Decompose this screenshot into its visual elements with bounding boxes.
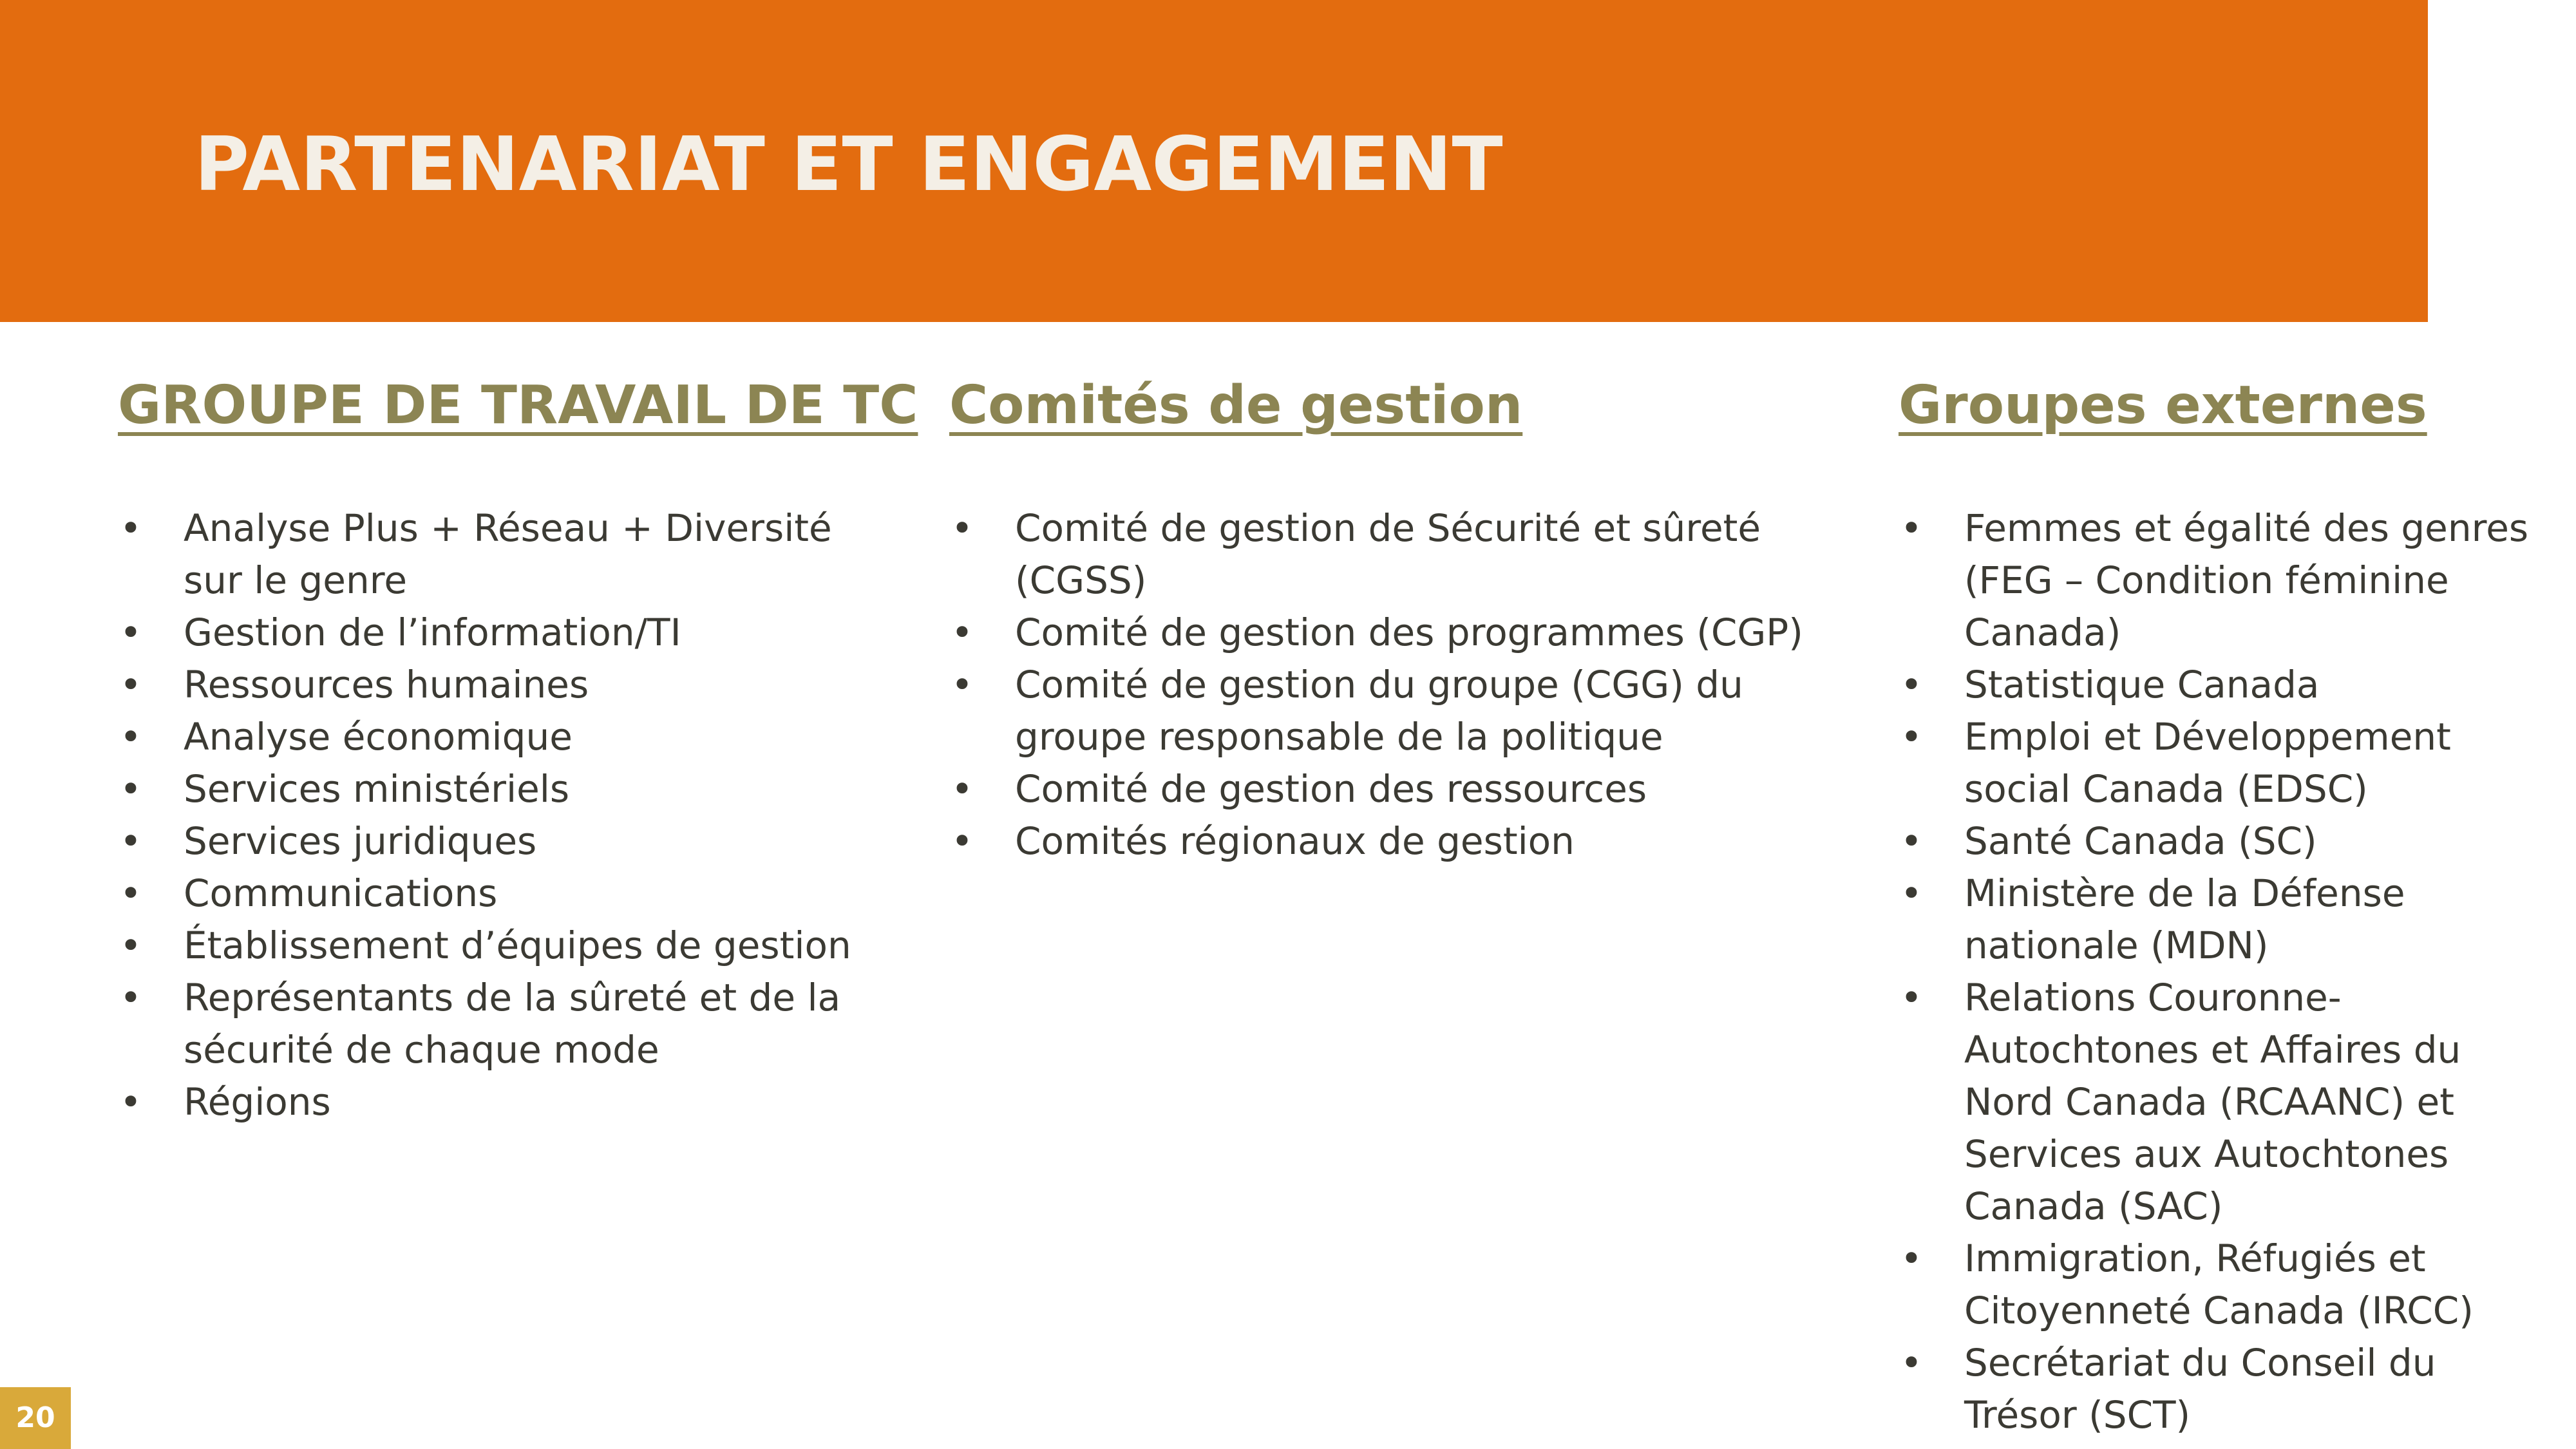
list-item-text: Immigration, Réfugiés et Citoyenneté Canada (IRCC) [1964, 1236, 2474, 1332]
list-item [118, 920, 891, 972]
list-item-text: Secrétariat du Conseil du Trésor (SCT) [1964, 1341, 2436, 1437]
column-heading: Comités de gestion [949, 375, 1523, 436]
column-tc-working-group [118, 367, 918, 1124]
bullet-icon: • [119, 715, 142, 759]
list-item [1899, 1337, 2555, 1441]
title-banner [0, 0, 2428, 322]
list-item [1899, 711, 2555, 815]
list-item [1899, 972, 2555, 1233]
bullet-icon: • [951, 767, 974, 811]
list-item-text: Comités régionaux de gestion [1015, 819, 1575, 863]
bullet-icon: • [119, 976, 142, 1019]
bullet-icon: • [1900, 663, 1923, 706]
list-item [118, 502, 891, 607]
column-heading: Groupes externes [1899, 375, 2427, 436]
bullet-icon: • [1900, 1236, 1923, 1280]
bullet-icon: • [119, 923, 142, 967]
list-item [118, 972, 891, 1076]
list-item-text: Femmes et égalité des genres (FEG – Condition féminine Canada) [1964, 506, 2529, 654]
list-item [118, 763, 891, 815]
bullet-icon: • [119, 663, 142, 706]
list-item [949, 763, 1851, 815]
bullet-icon: • [1900, 1341, 1923, 1385]
list-item [118, 711, 891, 763]
list-item [118, 607, 891, 659]
bullet-icon: • [951, 819, 974, 863]
slide-title: PARTENARIAT ET ENGAGEMENT [194, 121, 1503, 208]
list-item-text: Régions [184, 1080, 331, 1124]
list-item-text: Comité de gestion des programmes (CGP) [1015, 611, 1803, 654]
bullet-icon: • [951, 506, 974, 550]
list-item [118, 867, 891, 920]
list-item-text: Santé Canada (SC) [1964, 819, 2317, 863]
list-item [949, 607, 1851, 659]
list-item-text: Statistique Canada [1964, 663, 2320, 706]
list-item-text: Services juridiques [184, 819, 537, 863]
list-item [118, 1076, 891, 1128]
list-item [949, 659, 1851, 763]
list-item-text: Communications [184, 871, 498, 915]
bullet-icon: • [1900, 871, 1923, 915]
list-item-text: Établissement d’équipes de gestion [184, 923, 851, 967]
list-item [118, 659, 891, 711]
bullet-icon: • [119, 871, 142, 915]
list-item [1899, 1233, 2555, 1337]
list-item [1899, 867, 2555, 972]
bullet-icon: • [1900, 506, 1923, 550]
list-item [1899, 659, 2555, 711]
bullet-icon: • [119, 506, 142, 550]
bullet-icon: • [119, 767, 142, 811]
column-management-committees [949, 367, 1851, 863]
list-item-text: Analyse économique [184, 715, 573, 759]
column-external-groups [1899, 367, 2555, 1437]
bullet-icon: • [1900, 976, 1923, 1019]
list-item-text: Représentants de la sûreté et de la sécurité de chaque mode [184, 976, 841, 1072]
bullet-icon: • [119, 611, 142, 654]
bullet-icon: • [951, 663, 974, 706]
list-item-text: Comité de gestion de Sécurité et sûreté (CGSS) [1015, 506, 1761, 602]
bullet-icon: • [119, 819, 142, 863]
list-item [949, 815, 1851, 867]
list-item-text: Comité de gestion du groupe (CGG) du groupe responsable de la politique [1015, 663, 1743, 759]
list-item-text: Ministère de la Défense nationale (MDN) [1964, 871, 2405, 967]
bullet-icon: • [1900, 819, 1923, 863]
page-number-badge: 20 [0, 1387, 71, 1449]
bullet-icon: • [1900, 715, 1923, 759]
list-item-text: Relations Couronne-Autochtones et Affaires du Nord Canada (RCAANC) et Services aux Autochtones Canada (SAC) [1964, 976, 2461, 1228]
column-heading: GROUPE DE TRAVAIL DE TC [118, 375, 918, 436]
bullet-list [949, 502, 1851, 867]
list-item [949, 502, 1851, 607]
bullet-icon: • [119, 1080, 142, 1124]
list-item [118, 815, 891, 867]
list-item-text: Services ministériels [184, 767, 570, 811]
bullet-icon: • [951, 611, 974, 654]
bullet-list [118, 502, 891, 1128]
bullet-list [1899, 502, 2555, 1441]
list-item-text: Comité de gestion des ressources [1015, 767, 1647, 811]
list-item-text: Ressources humaines [184, 663, 589, 706]
list-item-text: Gestion de l’information/TI [184, 611, 681, 654]
list-item-text: Emploi et Développement social Canada (EDSC) [1964, 715, 2451, 811]
list-item [1899, 502, 2555, 659]
list-item [1899, 815, 2555, 867]
list-item-text: Analyse Plus + Réseau + Diversité sur le genre [184, 506, 832, 602]
